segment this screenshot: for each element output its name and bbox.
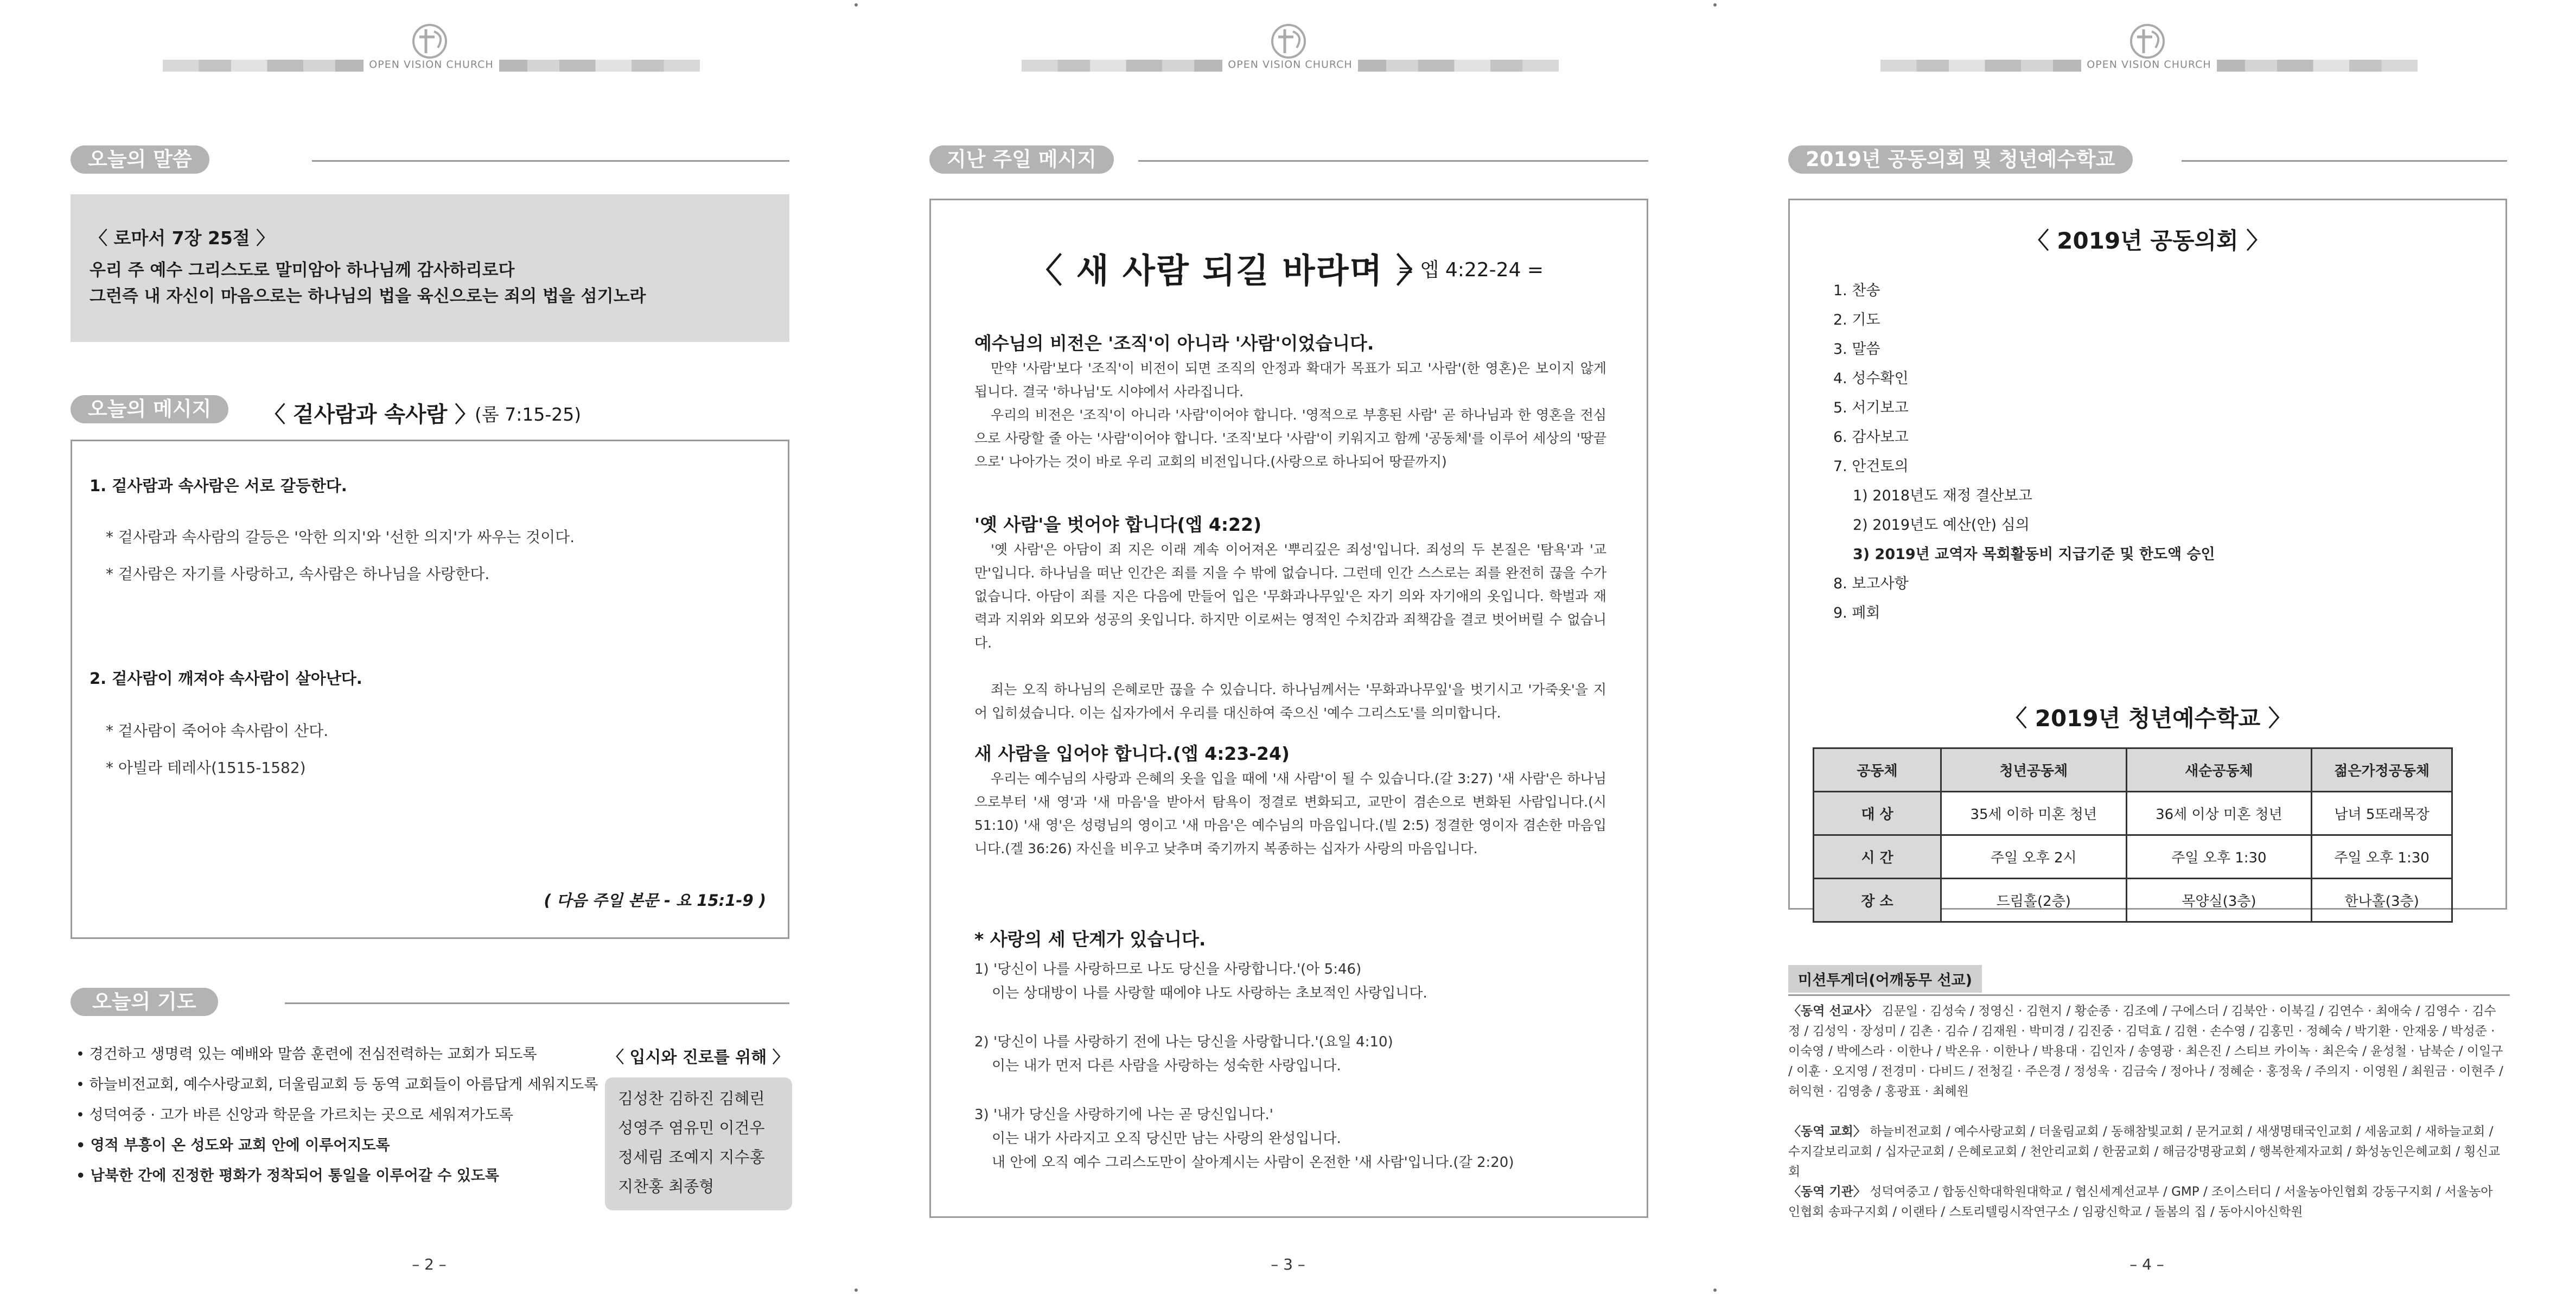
- school-title: 〈 2019년 청년예수학교 〉: [2004, 705, 2291, 732]
- agenda-item: 8. 보고사항: [1833, 575, 1909, 592]
- message-box: [71, 440, 789, 939]
- agenda-item: 9. 폐회: [1833, 605, 1880, 621]
- admission-names: 김성찬 김하진 김혜린: [618, 1089, 765, 1108]
- page-number: – 4 –: [2129, 1255, 2164, 1273]
- table-cell: 한나홀(3층): [2312, 879, 2452, 922]
- point-title: 1. 겉사람과 속사람은 서로 갈등한다.: [90, 477, 347, 495]
- agenda-item: 1. 찬송: [1833, 282, 1880, 299]
- point-detail: * 겉사람과 속사람의 갈등은 '악한 의지'와 '선한 의지'가 싸우는 것이다.: [106, 528, 575, 546]
- table-cell: 35세 이하 미혼 청년: [1941, 792, 2127, 835]
- crop-mark: [855, 1288, 858, 1292]
- sermon-scripture: = 엡 4:22-24 =: [1398, 259, 1544, 281]
- table-cell: 36세 이상 미혼 청년: [2126, 792, 2312, 835]
- table-cell: 주일 오후 1:30: [2126, 835, 2312, 879]
- table-row: [1814, 792, 2452, 835]
- mission-group-text: 성덕여중고 / 합동신학대학원대학교 / 협신세계선교부 / GMP / 조이스터디 / 서울농아인협회 강동구지회 / 서울농아인협회 송파구지회 / 이랜타 / 스토리텔링시작연구소 / 임광신학교 / 돌봄의 집 / 동아시아신학원: [1788, 1185, 2493, 1219]
- table-cell: 주일 오후 2시: [1941, 835, 2127, 879]
- section-rule: [1138, 160, 1648, 162]
- church-logo-icon: [1263, 20, 1315, 63]
- page-2: [0, 0, 858, 1295]
- header-bar-right: [2217, 60, 2418, 72]
- section-heading: 새 사람을 입어야 합니다.(엡 4:23-24): [974, 743, 1290, 764]
- mission-group-label: 〈동역 기관〉: [1788, 1185, 1866, 1199]
- agenda-item: 6. 감사보고: [1833, 429, 1909, 446]
- section-rule: [285, 1002, 789, 1004]
- header-bar-left: [1022, 60, 1222, 72]
- love-step-detail: 이는 상대방이 나를 사랑할 때에야 나도 사랑하는 초보적인 사랑입니다.: [992, 985, 1427, 1001]
- last-message-section-heading: [929, 145, 1648, 174]
- prayer-item: • 성덕여중 · 고가 바른 신앙과 학문을 가르치는 곳으로 세워져가도록: [76, 1107, 513, 1123]
- mission-group-label: 〈동역 선교사〉: [1788, 1004, 1878, 1018]
- prayer-item: • 경건하고 생명력 있는 예배와 말씀 훈련에 전심전력하는 교회가 되도록: [76, 1046, 537, 1063]
- church-name: OPEN VISION CHURCH: [369, 59, 494, 71]
- agenda-item: 5. 서기보고: [1833, 399, 1909, 416]
- verse-line: 우리 주 예수 그리스도로 말미암아 하나님께 감사하리로다: [90, 261, 515, 280]
- church-name: OPEN VISION CHURCH: [1228, 59, 1353, 71]
- page-number: – 3 –: [1271, 1255, 1305, 1273]
- table-row: [1814, 879, 2452, 922]
- crop-mark: [855, 3, 858, 7]
- table-row-label: 장 소: [1814, 879, 1941, 922]
- table-header-cell: 공동체: [1814, 748, 1941, 792]
- message-scripture-ref: (롬 7:15-25): [475, 404, 582, 425]
- point-detail: * 아빌라 테레사(1515-1582): [106, 759, 306, 777]
- agenda-item: 3. 말씀: [1833, 341, 1880, 358]
- mission-group-text: 하늘비전교회 / 예수사랑교회 / 더울림교회 / 동해참빛교회 / 문거교회 / 새생명태국인교회 / 세움교회 / 새하늘교회 / 수지갈보리교회 / 십자군교회 / 은혜로교회 / 천안리교회 / 한꿈교회 / 해금강명광교회 / 행복한제자교회 / 화성농인은혜교회 / 횡신교회: [1788, 1125, 2501, 1179]
- verse-box: [71, 194, 789, 342]
- message-title: 오늘의 메시지: [71, 395, 228, 423]
- page-4: [1718, 0, 2576, 1295]
- table-cell: 주일 오후 1:30: [2312, 835, 2452, 879]
- table-row-label: 대 상: [1814, 792, 1941, 835]
- council-section-heading: [1788, 145, 2507, 174]
- page-number: – 2 –: [412, 1255, 447, 1273]
- agenda-item: 7. 안건토의: [1833, 458, 1909, 475]
- table-cell: 남녀 5또래목장: [2312, 792, 2452, 835]
- sermon-paragraph: '옛 사람'은 아담이 죄 지은 이래 계속 이어져온 '뿌리깊은 죄성'입니다. 죄성의 두 본질은 '탐욕'과 '교만'입니다. 하나님을 떠난 인간은 죄를 지을 수 밖에 없습니다. 그런데 인간 스스로는 죄를 완전히 끊을 수가 없습니다. 아담이 죄를 지은 다음에 만들어 입은 '무화과나무잎'은 자기 의와 자기애의 옷입니다. 학벌과 재력과 지위와 외모와 성공의 옷입니다. 하지만 이로써는 영적인 수치감과 죄책감을 결코 벗어버릴 수 없습니다.: [974, 542, 1606, 651]
- sermon-paragraph: 만약 '사람'보다 '조직'이 비전이 되면 조직의 안정과 확대가 목표가 되고 '사람'(한 영혼)은 보이지 않게 됩니다. 결국 '하나님'도 시야에서 사라집니다.: [974, 360, 1606, 399]
- mission-label: 미션투게더(어깨동무 선교): [1788, 965, 1982, 993]
- love-step: 2) '당신이 나를 사랑하기 전에 나는 당신을 사랑합니다.'(요일 4:10): [974, 1034, 1393, 1050]
- agenda-item: 4. 성수확인: [1833, 370, 1909, 387]
- love-step-detail: 이는 내가 먼저 다른 사람을 사랑하는 성숙한 사랑입니다.: [992, 1058, 1341, 1074]
- love-step-detail: 이는 내가 사라지고 오직 당신만 남는 사랑의 완성입니다.: [992, 1131, 1341, 1147]
- table-header-cell: 새순공동체: [2126, 748, 2312, 792]
- mission-group-text: 김문일 · 김성숙 / 정영신 · 김현지 / 황순종 · 김조예 / 구에스더 / 김북안 · 이북길 / 김연수 · 최애숙 / 김영수 · 김수정 / 김성익 · 장성미 / 김촌 · 김슈 / 김재원 · 박미경 / 김진중 · 김덕효 / 김현 · 손수영 / 김홍민 · 정혜숙 / 박기환 · 안재웅 / 박성준 · 이숙영 / 박에스라 · 이한나 / 박온유 · 이한나 / 박용대 · 김인자 / 송영광 · 최은진 / 스티브 카이녹 · 최은숙 / 윤성철 · 남북순 / 이일구 / 이훈 · 오지영 / 전경미 · 다비드 / 전청길 · 주은경 / 정성욱 · 김금숙 / 정아나 / 정혜순 · 홍정욱 / 주의지 · 이영원 / 최원금 · 이현주 / 허익현 · 김영충 / 홍광표 · 최혜원: [1788, 1004, 2503, 1099]
- agenda-subitem: 1) 2018년도 재정 결산보고: [1853, 487, 2032, 504]
- point-title: 2. 겉사람이 깨져야 속사람이 살아난다.: [90, 669, 362, 688]
- agenda-subitem: 3) 2019년 교역자 목회활동비 지급기준 및 한도액 승인: [1853, 546, 2215, 563]
- love-step: 3) '내가 당신을 사랑하기에 나는 곧 당신입니다.': [974, 1107, 1273, 1123]
- sermon-box: [929, 199, 1648, 1218]
- admission-names: 정세림 조예지 지수홍: [618, 1148, 765, 1166]
- sermon-paragraph: 우리는 예수님의 사랑과 은혜의 옷을 입을 때에 '새 사람'이 될 수 있습니다.(갈 3:27) '새 사람'은 하나님으로부터 '새 영'과 '새 마음'을 받아서 탐욕이 정결로 변화되고, 교만이 겸손으로 변화된 사람입니다.(시 51:10) '새 영'은 성령님의 영이고 '새 마음'은 예수님의 마음입니다.(빌 2:5) 정결한 영이자 겸손한 마음입니다.(겔 36:26) 자신을 비우고 낮추며 죽기까지 복종하는 십자가 사랑의 마음입니다.: [974, 771, 1606, 856]
- council-box: [1788, 199, 2507, 910]
- header-bar-left: [1880, 60, 2081, 72]
- page-header: [163, 15, 700, 75]
- love-step-detail: 내 안에 오직 예수 그리스도만이 살아계시는 사람이 온전한 '새 사람'입니다.(갈 2:20): [992, 1154, 1514, 1171]
- prayer-section-heading: [71, 988, 789, 1016]
- crop-mark: [1713, 3, 1717, 7]
- sermon-paragraph: 우리의 비전은 '조직'이 아니라 '사람'이어야 합니다. '영적으로 부흥된 사람' 곧 하나님과 한 영혼을 전심으로 사랑할 줄 아는 '사람'이어야 합니다. '조직'보다 '사람'이 키워지고 함께 '공동체'를 이루어 세상의 '땅끝으로' 나아가는 것이 바로 우리 교회의 비전입니다.(사랑으로 하나되어 땅끝까지): [974, 407, 1606, 469]
- sermon-paragraph: 죄는 오직 하나님의 은혜로만 끊을 수 있습니다. 하나님께서는 '무화과나무잎'을 벗기시고 '가죽옷'을 지어 입히셨습니다. 이는 십자가에서 우리를 대신하여 죽으신 '예수 그리스도'를 의미합니다.: [974, 682, 1606, 721]
- word-section-heading: [71, 145, 789, 174]
- admission-box: [605, 1077, 792, 1210]
- page-header: [1022, 15, 1559, 75]
- church-logo-icon: [2122, 20, 2173, 63]
- page-3: [859, 0, 1717, 1295]
- section-heading: '옛 사람'을 벗어야 합니다(엡 4:22): [974, 514, 1262, 535]
- table-header-cell: 젊은가정공동체: [2312, 748, 2452, 792]
- council-section-title: 2019년 공동의회 및 청년예수학교: [1788, 145, 2133, 174]
- table-cell: 목양실(3층): [2126, 879, 2312, 922]
- message-section-heading: [71, 395, 789, 427]
- agenda-item: 2. 기도: [1833, 312, 1880, 328]
- admission-title: 〈 입시와 진로를 위해 〉: [608, 1048, 789, 1067]
- mission-organizations: [1788, 1182, 2504, 1222]
- prayer-title: 오늘의 기도: [71, 988, 218, 1016]
- word-title: 오늘의 말씀: [71, 145, 209, 174]
- verse-reference: 〈 로마서 7장 25절 〉: [90, 227, 275, 249]
- school-table: [1813, 747, 2453, 923]
- mission-rule: [1788, 994, 2510, 996]
- section-heading: 예수님의 비전은 '조직'이 아니라 '사람'이었습니다.: [974, 333, 1374, 354]
- mission-missionaries: [1788, 1001, 2504, 1102]
- council-title: 〈 2019년 공동의회 〉: [2026, 227, 2269, 254]
- next-week-text: ( 다음 주일 본문 - 요 15:1-9 ): [544, 891, 766, 910]
- table-row-label: 시 간: [1814, 835, 1941, 879]
- prayer-item: • 남북한 간에 진정한 평화가 정착되어 통일을 이루어갈 수 있도록: [76, 1167, 499, 1184]
- table-header-row: [1814, 748, 2452, 792]
- admission-names: 성영주 염유민 이건우: [618, 1119, 765, 1137]
- agenda-subitem: 2) 2019년도 예산(안) 심의: [1853, 517, 2030, 534]
- point-detail: * 겉사람이 죽어야 속사람이 산다.: [106, 722, 329, 740]
- sermon-title: 〈 새 사람 되길 바라며 〉: [1029, 251, 1431, 290]
- header-bar-right: [499, 60, 700, 72]
- message-sermon-title: 〈 겉사람과 속사람 〉: [264, 402, 477, 427]
- mission-churches: [1788, 1122, 2504, 1182]
- church-logo-icon: [404, 20, 456, 63]
- prayer-item: • 하늘비전교회, 예수사랑교회, 더울림교회 등 동역 교회들이 아름답게 세워지도록: [76, 1076, 598, 1093]
- crop-mark: [1713, 1288, 1717, 1292]
- section-rule: [2182, 160, 2507, 162]
- mission-group-label: 〈동역 교회〉: [1788, 1125, 1866, 1139]
- header-bar-right: [1358, 60, 1559, 72]
- verse-line: 그런즉 내 자신이 마음으로는 하나님의 법을 육신으로는 죄의 법을 섬기노라: [90, 287, 646, 306]
- section-rule: [312, 160, 789, 162]
- church-name: OPEN VISION CHURCH: [2087, 59, 2211, 71]
- header-bar-left: [163, 60, 364, 72]
- point-detail: * 겉사람은 자기를 사랑하고, 속사람은 하나님을 사랑한다.: [106, 565, 490, 583]
- table-header-cell: 청년공동체: [1941, 748, 2127, 792]
- last-message-title: 지난 주일 메시지: [929, 145, 1114, 174]
- table-cell: 드림홀(2층): [1941, 879, 2127, 922]
- love-heading: * 사랑의 세 단계가 있습니다.: [974, 929, 1206, 950]
- love-step: 1) '당신이 나를 사랑하므로 나도 당신을 사랑합니다.'(아 5:46): [974, 961, 1362, 977]
- admission-names: 지찬홍 최종형: [618, 1177, 715, 1196]
- page-header: [1880, 15, 2418, 75]
- table-row: [1814, 835, 2452, 879]
- prayer-item: • 영적 부흥이 온 성도와 교회 안에 이루어지도록: [76, 1137, 390, 1154]
